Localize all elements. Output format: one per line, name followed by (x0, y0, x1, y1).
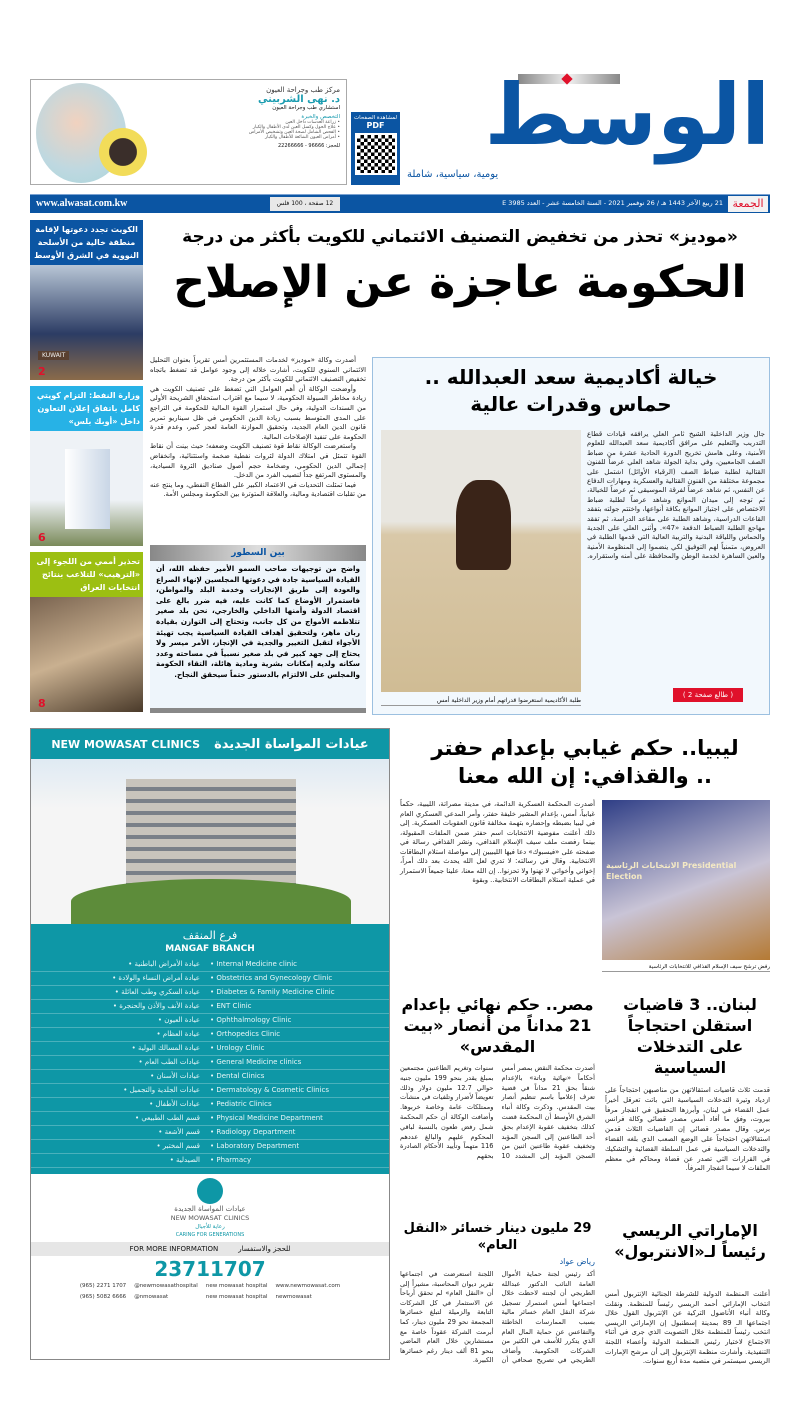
website-link[interactable]: www.alwasat.com.kw (36, 198, 128, 209)
feature-headline[interactable]: خيالة أكاديمية سعد العبدالله .. (424, 365, 718, 389)
ad-center-name: مركز طب وجراحة العيون (266, 86, 340, 94)
clinic-name-ar: الصيدلية • (169, 1156, 200, 1164)
pdf-text: PDF (366, 121, 385, 130)
clinic-name-ar: عيادة أمراض النساء والولادة • (112, 974, 200, 982)
pdf-qr-box[interactable] (351, 112, 400, 185)
branch-name-en: MANGAF BRANCH (165, 944, 255, 954)
headline-line: ليبيا.. حكم غيابي بإعدام حفتر (431, 736, 739, 760)
sidebar-story-photo (30, 597, 143, 712)
contact-whatsapp[interactable]: (965) 5082 6666 (79, 1294, 127, 1300)
mowasat-advertisement[interactable] (30, 728, 390, 1360)
clinic-row (31, 1126, 389, 1140)
clinic-name-en: • Ophthalmology Clinic (210, 1016, 292, 1024)
contact-twitter[interactable]: @nmowasat (134, 1294, 169, 1300)
branch-name-ar: فرع المنقف (182, 929, 238, 942)
libya-caption: رفض ترشح سيف الإسلام القذافي للانتخابات الرئاسية (602, 963, 770, 972)
clinic-name-ar: قسم المختبر • (156, 1142, 200, 1150)
clinic-name-ar: قسم الأشعة • (158, 1128, 200, 1136)
clinic-logo-icon (197, 1178, 223, 1204)
contact-instagram[interactable]: @newmowasathospital (134, 1283, 198, 1289)
clinic-name-ar: قسم الطب الطبيعي • (134, 1114, 200, 1122)
ad-point: • الفحص الشامل لصحة العين وتشخيص الأمراض (248, 130, 340, 135)
contact-phone[interactable]: (965) 2271 1707 (79, 1283, 127, 1289)
pages-price: 12 صفحة ، 100 فلس (270, 197, 340, 211)
clinic-row (31, 1000, 389, 1014)
sidebar-story-title: وزارة النفط: التزام كويتي كامل باتفاق إعلان التعاون داخل «أوبك بلس» (30, 386, 143, 431)
clinic-name-ar: عيادة الأنف والأذن والحنجرة • (112, 1002, 200, 1010)
clinic-name-en: • Radiology Department (210, 1128, 296, 1136)
clinic-name-en: • Diabetes & Family Medicine Clinic (210, 988, 335, 996)
booking-phone[interactable]: 23711707 (154, 1257, 266, 1281)
clinic-name-ar: عيادة الأمراض الباطنية • (128, 960, 200, 968)
lead-kicker[interactable]: «موديز» تحذر من تخفيض التصنيف الائتماني للكويت بأكثر من درجة (182, 227, 738, 247)
clinic-row (31, 1098, 389, 1112)
nameplate: KUWAIT (38, 351, 69, 360)
sidebar-story-photo (30, 265, 143, 380)
clinic-row (31, 972, 389, 986)
transport-author: رياض عواد (559, 1257, 595, 1266)
editorial-title: بين السطور (150, 545, 366, 561)
feature-box (372, 357, 770, 715)
clinic-row (31, 958, 389, 972)
clinic-name-en: • Obstetrics and Gynecology Clinic (210, 974, 333, 982)
ad-point: • علاج الحول وكسل العين لدى الأطفال والكبار (252, 125, 340, 130)
clinic-logo-en: NEW MOWASAT CLINICS (170, 1214, 250, 1222)
page-number: 6 (38, 531, 46, 544)
libya-text: أصدرت المحكمة العسكرية الدائمة، في مدينة مصراتة، الليبية، حكماً غيابياً، أمس، بإعدام المشير خليفة حفتر، وأمر المدعي العسكري العام في ليبيا بضبطه وإحضاره بتهمة مخالفة قانون العقوبات العسكرية. إلى ذلك أعلنت مفوضية الانتخابات اسم حفتر ضمن الملفات المقبولة، بينما رفضت ملف سيف الإسلام القذافي، ونشر القذافي رسالة في صفحته على «فيسبوك» دعا فيها الليبيين إلى مواصلة استلام البطاقات الانتخابية. وقال في رسالته: لا تدري لعل الله يحدث بعد ذلك أمراً، إخواني وأخواتي لا تهنوا ولا تحزنوا.. إن الله معنا، علينا جميعاً الاستمرار في عملية استلام البطاقات الانتخابية.. وبقوة (400, 800, 595, 884)
clinic-name-ar: عيادات الأطفال • (149, 1100, 200, 1108)
clinic-row (31, 1070, 389, 1084)
clinic-row (31, 1112, 389, 1126)
clinic-name-en: • Pharmacy (210, 1156, 252, 1164)
ad-phone: للحجز: 96666 - 22266666 (277, 143, 340, 149)
clinic-row (31, 1140, 389, 1154)
info-label-en: FOR MORE INFORMATION (129, 1245, 219, 1253)
clinic-row (31, 1056, 389, 1070)
lead-headline[interactable]: الحكومة عاجزة عن الإصلاح (173, 257, 747, 308)
date-bar (30, 194, 770, 213)
sidebar-story-3[interactable] (30, 552, 143, 712)
sidebar-story-photo (30, 431, 143, 546)
egypt-text: أصدرت محكمة النقض بمصر أمس أحكاماً «نهائية وباتة» بالإعدام شنقاً بحق 21 مداناً في قضية تعرف إعلامياً باسم تنظيم أنصار بيت المقدس. وذكرت وكالة أنباء الشرق الأوسط أن المحكمة قضت كذلك بتخفيف عقوبة الإعدام بحق أحد الطاعنين إلى السجن المؤبد وتخفيف عقوبة طاعنين اثنين من السجن المؤبد إلى المشدد 10 سنوات وتغريم الطاعنين مجتمعين بمبلغ يقدر بنحو 199 مليون جنيه حوالي 12.7 مليون دولار وذلك تعويضاً لأضرار وتلفيات في منشآت وممتلكات عامة وخاصة خربوها. وأضافت الوكالة أن حكم المحكمة شمل رفض طعون بالنسبة لباقي المحكوم عليهم والبالغ عددهم 116 متهماً وتأييد الأحكام الصادرة بحقهم (400, 1064, 595, 1161)
slogan-en: CARING FOR GENERATIONS (175, 1232, 245, 1238)
clinic-logo-ar: عيادات المواساة الجديدة (174, 1205, 246, 1213)
logo-tagline: يومية، سياسية، شاملة (407, 169, 499, 180)
page-number: 8 (38, 697, 46, 710)
clinic-name-ar: عيادات الأسنان • (150, 1072, 200, 1080)
paragraph: أصدرت وكالة «موديز» لخدمات المستثمرين أمس تقريراً بعنوان التحليل الائتماني السنوي للكويت، أشارت خلاله إلى وجود عوامل قد تضغط باتجاه تخفيض التصنيف الائتماني للكويت بأكثر من درجة. (150, 356, 366, 384)
ad-title-ar: عيادات المواساة الجديدة (214, 736, 369, 752)
feature-caption: طلبة الأكاديمية استعرضوا قدراتهم أمام وزير الداخلية أمس (381, 696, 581, 706)
clinic-name-en: • ENT Clinic (210, 1002, 252, 1010)
ad-section: التخصص والخبرة (301, 114, 340, 120)
sidebar-story-title: تحذير أممي من اللجوء إلى «الترهيب» للتلاعب بنتائج انتخابات العراق (30, 552, 143, 597)
clinic-name-ar: عيادات الجلدية والتجميل • (123, 1086, 200, 1094)
ad-doctor-name: د. نهى الشربيني (258, 94, 340, 105)
contact-website[interactable]: www.newmowasat.com (275, 1283, 341, 1289)
clinic-name-ar: عيادة السكري وطب العائلة • (114, 988, 200, 996)
clinic-name-en: • Laboratory Department (210, 1142, 300, 1150)
interpol-headline[interactable]: الإماراتي الريسي رئيساً لـ«الانتربول» (614, 1221, 766, 1261)
clinic-name-en: • Pediatric Clinics (210, 1100, 272, 1108)
clinic-row (31, 986, 389, 1000)
clinic-name-en: • General Medicine clinics (210, 1058, 302, 1066)
clinic-row (31, 1154, 389, 1168)
clinic-name-ar: عيادة المسالك البولية • (131, 1044, 200, 1052)
contact-youtube[interactable]: new mowasat hospital (205, 1283, 268, 1289)
ad-photo-doctor (99, 128, 147, 176)
clinic-name-en: • Physical Medicine Department (210, 1114, 323, 1122)
clinic-name-ar: عيادات الطب العام • (138, 1058, 200, 1066)
clinic-row (31, 1014, 389, 1028)
clinic-name-en: • Internal Medicine clinic (210, 960, 298, 968)
photo-sign: الانتخابات الرئاسية Presidential Election (606, 861, 737, 881)
paragraph: وأوضحت الوكالة أن أهم العوامل التي تضغط على تصنيف الكويت هي زيادة مخاطر السيولة الحكومية، لا سيما مع اقتراب استحقاق الشريحة الأولى من السندات الدولية، وفي حال استمرار القوة المالية للحكومة في التراجع على المدى المتوسط بسبب زيادة الدين الحكومي في ظل سيناريو تمرير قانون الدين العام الجديد، وتحقيق الموازنة العامة لعجز كبير، وعدم قدرة الحكومة على تنفيذ الإصلاحات المالية. (150, 384, 366, 441)
clinic-name-en: • Dermatology & Cosmetic Clinics (210, 1086, 330, 1094)
feature-text: جال وزير الداخلية الشيخ ثامر العلي يرافقه قيادات قطاع التدريب والتعليم على مرافق أكاديمية سعد العبدالله للعلوم الأمنية، وعلى هامش تخريج الدورة الحادية عشرة من ضباط الصف الجامعيين، وفي بداية الجولة شاهد العلي عرضاً للفنون القتالية لطلبة ضباط الصف (الرقباء الأوائل) اشتمل على مجموعة مختلفة من الفنون القتالية والعسكرية ومهارات الدفاع عن النفس، ثم شاهد عرضاً لفرقة الموسيقى ثم عرضاً للخيالة، ثم توجه إلى ميدان الموانع وشاهد عرضاً لطلبة ضباط الاختصاص على اجتياز الموانع بكافة أنواعها، واختتم جولته بتفقد القاعات الدراسية، وشاهد الطلبة على مقاعد الدراسة، ثم تفقد مهاجع الطلبة الضباط الدفعة «47». وأثنى العلي على الجدية والحماس واللياقة البدنية والتربية العالية التي قدمها الطلبة في العروض، متمنياً لهم التوفيق لكي ينضموا إلى المنظومة الأمنية والعين الساهرة لخدمة الوطن والمحافظة على أمنه واستقراره. (587, 430, 766, 561)
sidebar-story-2[interactable] (30, 386, 143, 546)
logo-text: الوسط (484, 66, 770, 164)
headline-line: .. والقذافي: إن الله معنا (458, 764, 712, 788)
top-advertisement[interactable] (30, 79, 347, 185)
page-number: 2 (38, 365, 46, 378)
egypt-headline[interactable]: مصر.. حكم نهائي بإعدام 21 مداناً من أنصار «بيت المقدس» (401, 995, 594, 1056)
clinic-list (31, 958, 389, 1168)
masthead-logo[interactable] (405, 62, 770, 187)
lebanon-headline[interactable]: لبنان.. 3 قاضيات استقلن احتجاجاً على التدخلات السياسية (623, 995, 757, 1077)
editorial-text: واضح من توجيهات صاحب السمو الأمير حفظه الله، أن القيادة السياسية جادة في دعوتها المجلسين لإنهاء الصراع والعودة إلى طريق الإنجازات وخدمة البلد والمواطن، فاستمرار الأوضاع كما كانت عليه، فيه ضرر بالغ على اقتصاد الدولة وأمنها الداخلي والخارجي، نحن بلد صغير تتلاطمه الأمواج من كل جانب، وتحتاج إلى التوازن بقيادة ربان ماهر، ولتحقيق أهداف القيادة السياسية يجب تهيئة الأجواء لتقبل التغيير والجدية في الإنجاز، الأمر ميسر ولا يحتاج إلى جهد كبير في بلد صغير نسبياً في مساحته وعدد سكانه ولديه إمكانات بشرية ومادية هائلة، التقاء الحكومة والمجلس على الالتزام بالدستور حتماً سيحقق النجاح. (156, 564, 360, 679)
interpol-text: أعلنت المنظمة الدولية للشرطة الجنائية الإنتربول أمس انتخاب الإماراتي أحمد الريسي رئيساً للمنظمة. ونقلت وكالة أنباء الأناضول التركية عن الإنتربول القول خلال اجتماعها الـ 89 بمدينة إسطنبول إن الإماراتي الريسي انتخب رئيساً للمنظمة خلال التصويت الذي جرى في أثناء الاجتماع لاختيار رئيس المنظمة الدولية وأعضاء اللجنة التنفيذية. وأشارت منظمة الإنتربول إلى أن مرشح الإمارات الريسي سيستمر في منصبه مدة أربع سنوات. (605, 1290, 770, 1366)
editorial-box (150, 545, 366, 713)
lead-article (150, 356, 366, 500)
ad-specialty: استشاري طب وجراحة العيون (272, 105, 340, 111)
feature-photo-horse (381, 430, 581, 692)
libya-headline[interactable] (400, 734, 770, 790)
transport-headline[interactable]: 29 مليون دينار خسائر «النقل العام» (403, 1221, 592, 1253)
slogan-ar: رعاية للأجيال (195, 1224, 225, 1230)
qr-code-icon (355, 133, 397, 175)
see-page-2-link[interactable]: ( طالع صفحة 2 ) (673, 688, 743, 702)
clinic-row (31, 1084, 389, 1098)
feature-headline[interactable]: حماس وقدرات عالية (470, 392, 672, 416)
contact-facebook[interactable]: new mowasat hospital (205, 1294, 268, 1300)
libya-photo (602, 800, 770, 960)
paragraph: واستعرضت الوكالة نقاط قوة تصنيف الكويت وضعفه؛ حيث بينت أن نقاط القوة تتمثل في امتلاك الدولة لثروات نفطية ضخمة واستثنائية، وانخفاض إجمالي الدين الحكومي، وضخامة حجم أصول صناديق الثروة السيادية، والمستوى المرتفع جداً لنصيب الفرد من الدخل. (150, 442, 366, 480)
paragraph: فيما تمثلت التحديات في الاعتماد الكبير على القطاع النفطي، وما ينتج عنه من تقلبات اقتصادية ومالية، والعلاقة المتوترة بين الحكومة ومجلس الأمة. (150, 480, 366, 499)
ad-title-en: NEW MOWASAT CLINICS (51, 737, 201, 751)
clinic-name-ar: عيادة العظام • (156, 1030, 200, 1038)
ad-point: • زراعة العدسات داخل العين (285, 120, 340, 125)
sidebar-story-1[interactable] (30, 220, 143, 380)
transport-text: أكد رئيس لجنة حماية الأموال العامة النائب الدكتور عبدالله الطريجي أن لجنته لاحظت خلال اجتماعها أمس استمرار تسجيل شركة النقل العام خسائر مالية بسبب الممارسات الخاطئة والتقاعس عن حماية المال العام الذي يتكرر للأسف في الكثير من الشركات الحكومية. وأضاف الطريجي في تصريح صحافي أن اللجنة استعرضت في اجتماعها تقرير ديوان المحاسبة، مشيراً إلى أن «النقل العام» لم تحقق أرباحاً عن الاستثمار في كل الشركات التابعة والزميلة لتبلغ خسائرها المجمعة نحو 29 مليون دينار، كما أبرمت الشركة عقوداً خاصة مع مستشارين خلال العام الماضي بنحو 81 ألف دينار رغم خسائرها الكبيرة. (400, 1270, 595, 1365)
ad-point: • أمراض العيون الشائعة للأطفال والكبار (265, 135, 340, 140)
issue-info: 21 ربيع الآخر 1443 هـ / 26 نوفمبر 2021 - السنة الخامسة عشر - العدد E 3985 (502, 199, 723, 207)
contact-app[interactable]: newmowasat (275, 1294, 312, 1300)
clinic-row (31, 1042, 389, 1056)
clinic-name-en: • Urology Clinic (210, 1044, 265, 1052)
clinic-name-en: • Dental Clinics (210, 1072, 265, 1080)
clinic-row (31, 1028, 389, 1042)
clinic-name-en: • Orthopedics Clinic (210, 1030, 281, 1038)
day-label: الجمعة (728, 196, 768, 212)
pdf-label: لمشاهدة الصفحات (353, 115, 397, 121)
clinic-name-ar: عيادة العيون • (157, 1016, 200, 1024)
sidebar-story-title: الكويت تجدد دعوتها لإقامة منطقة خالية من الأسلحة النووية في الشرق الأوسط (30, 220, 143, 265)
lebanon-text: قدمت ثلاث قاضيات استقالاتهن من مناصبهن احتجاجاً على ازدياد وتيرة التدخلات السياسية التي باتت تعرقل أخيراً عمل القضاء في لبنان، وأبرزها التحقيق في انفجار مرفأ بيروت، وفق ما أفاد أمس مصدر قضائي وكالة فرانس برس. وقال مصدر قضائي إن القاضيات الثلاث قدمن استقالاتهن احتجاجاً على الوضع الصعب الذي بلغه القضاء والتدخلات السياسية في عمل السلطة القضائية والتشكيك في القرارات التي تصدر عن قضاة ومحاكم في معظم الملفات لا سيما انفجار المرفأ. (605, 1086, 770, 1173)
clinic-building-photo (31, 759, 389, 924)
info-label-ar: للحجز والاستفسار (238, 1245, 291, 1253)
